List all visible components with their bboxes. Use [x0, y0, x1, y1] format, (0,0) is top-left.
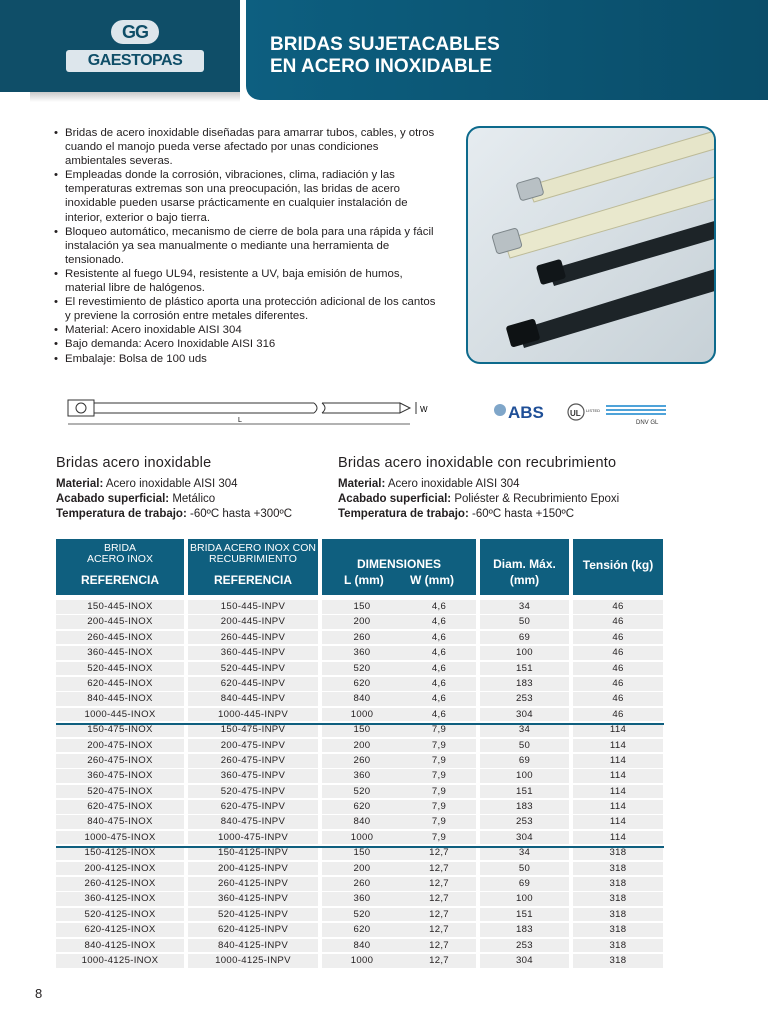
cell-width: 4,6	[402, 615, 476, 629]
cell-tension: 46	[573, 692, 663, 706]
cell-diameter: 151	[480, 785, 569, 799]
feature-item: • Bajo demanda: Acero Inoxidable AISI 316	[54, 337, 438, 351]
cell-inox-ref: 840-475-INOX	[56, 815, 184, 829]
cell-inox-ref: 150-475-INOX	[56, 723, 184, 737]
page-number: 8	[35, 986, 43, 1001]
cell-width: 7,9	[402, 815, 476, 829]
cell-width: 4,6	[402, 646, 476, 660]
cell-inox-ref: 520-475-INOX	[56, 785, 184, 799]
cell-length: 1000	[322, 831, 402, 845]
table-row	[56, 785, 664, 800]
abs-logo: ABS	[508, 403, 544, 422]
table-row	[56, 815, 664, 830]
cell-inpv-ref: 150-445-INPV	[188, 600, 318, 614]
table-row	[56, 831, 664, 846]
cell-inpv-ref: 840-445-INPV	[188, 692, 318, 706]
cell-inox-ref: 150-4125-INOX	[56, 846, 184, 860]
table-row	[56, 677, 664, 692]
cell-tension: 318	[573, 862, 663, 876]
title-line-2: EN ACERO INOXIDABLE	[270, 56, 493, 77]
cell-inpv-ref: 360-4125-INPV	[188, 892, 318, 906]
table-row	[56, 892, 664, 907]
page-header	[0, 0, 768, 100]
tension-title: Tensión (kg)	[582, 558, 654, 572]
cell-width: 7,9	[402, 800, 476, 814]
width-label: W	[420, 405, 428, 414]
feature-item: • Embalaje: Bolsa de 100 uds	[54, 352, 438, 366]
cell-length: 260	[322, 877, 402, 891]
cell-inpv-ref: 260-475-INPV	[188, 754, 318, 768]
cell-diameter: 183	[480, 800, 569, 814]
cell-diameter: 50	[480, 862, 569, 876]
abs-emblem-icon	[494, 404, 506, 416]
table-row	[56, 723, 664, 738]
cell-inox-ref: 840-445-INOX	[56, 692, 184, 706]
cell-length: 620	[322, 800, 402, 814]
cell-length: 200	[322, 862, 402, 876]
spec-label: Temperatura de trabajo:	[56, 508, 187, 520]
cell-tension: 114	[573, 785, 663, 799]
spec-label: Material:	[56, 478, 104, 490]
cell-length: 260	[322, 631, 402, 645]
cell-diameter: 151	[480, 662, 569, 676]
cell-diameter: 304	[480, 708, 569, 722]
dimensions-units	[322, 573, 476, 587]
spec-label: Material:	[338, 478, 386, 490]
cell-length: 150	[322, 846, 402, 860]
table-row	[56, 846, 664, 861]
cell-inpv-ref: 520-4125-INPV	[188, 908, 318, 922]
dim-w-label: W (mm)	[410, 573, 454, 587]
cell-inpv-ref: 1000-475-INPV	[188, 831, 318, 845]
cell-width: 7,9	[402, 754, 476, 768]
feature-list	[54, 126, 438, 366]
cell-tension: 46	[573, 662, 663, 676]
spec-value: Acero inoxidable AISI 304	[103, 478, 238, 490]
table-row	[56, 877, 664, 892]
feature-item: • Material: Acero inoxidable AISI 304	[54, 323, 438, 337]
cell-diameter: 69	[480, 754, 569, 768]
table-row	[56, 862, 664, 877]
cell-width: 12,7	[402, 892, 476, 906]
cell-inpv-ref: 260-4125-INPV	[188, 877, 318, 891]
cell-width: 12,7	[402, 939, 476, 953]
table-row	[56, 769, 664, 784]
product-photo	[466, 126, 716, 364]
cell-tension: 46	[573, 615, 663, 629]
group-divider	[56, 723, 664, 725]
cell-diameter: 50	[480, 615, 569, 629]
cell-diameter: 304	[480, 954, 569, 968]
cell-inpv-ref: 1000-445-INPV	[188, 708, 318, 722]
cell-inpv-ref: 840-475-INPV	[188, 815, 318, 829]
cell-length: 840	[322, 815, 402, 829]
cell-diameter: 253	[480, 815, 569, 829]
spec-label: Acabado superficial:	[56, 493, 170, 505]
table-row	[56, 600, 664, 615]
header-col-tension	[573, 539, 663, 595]
cell-length: 520	[322, 908, 402, 922]
cell-tension: 318	[573, 954, 663, 968]
cell-tension: 318	[573, 877, 663, 891]
cell-tension: 114	[573, 831, 663, 845]
diameter-title: Diam. Máx.	[493, 557, 556, 571]
dnv-logo: DNV GL	[636, 420, 659, 426]
cell-width: 4,6	[402, 631, 476, 645]
cell-width: 12,7	[402, 923, 476, 937]
cell-length: 360	[322, 769, 402, 783]
cell-width: 4,6	[402, 677, 476, 691]
cell-inpv-ref: 520-475-INPV	[188, 785, 318, 799]
table-row	[56, 908, 664, 923]
table-row	[56, 754, 664, 769]
right-spec-heading: Bridas acero inoxidable con recubrimiento	[338, 455, 617, 471]
cell-inpv-ref: 1000-4125-INPV	[188, 954, 318, 968]
cell-tension: 114	[573, 769, 663, 783]
cell-width: 12,7	[402, 877, 476, 891]
certifications	[490, 398, 670, 426]
col1-title-1: BRIDA	[103, 542, 137, 554]
cell-length: 1000	[322, 954, 402, 968]
cell-diameter: 50	[480, 739, 569, 753]
table-row	[56, 708, 664, 723]
right-spec-block	[338, 477, 668, 522]
ul-mark: UL	[570, 409, 581, 418]
cell-inox-ref: 360-445-INOX	[56, 646, 184, 660]
cell-inox-ref: 620-445-INOX	[56, 677, 184, 691]
length-label: L	[238, 417, 242, 424]
cell-diameter: 100	[480, 646, 569, 660]
cell-inox-ref: 260-4125-INOX	[56, 877, 184, 891]
cell-tension: 318	[573, 923, 663, 937]
cell-tension: 46	[573, 677, 663, 691]
cell-diameter: 100	[480, 769, 569, 783]
cell-tension: 114	[573, 739, 663, 753]
cell-width: 12,7	[402, 954, 476, 968]
cell-inpv-ref: 620-445-INPV	[188, 677, 318, 691]
cell-length: 520	[322, 785, 402, 799]
cell-diameter: 304	[480, 831, 569, 845]
cell-inox-ref: 620-4125-INOX	[56, 923, 184, 937]
cell-tension: 318	[573, 939, 663, 953]
cell-inpv-ref: 620-4125-INPV	[188, 923, 318, 937]
cell-inpv-ref: 150-4125-INPV	[188, 846, 318, 860]
header-col-diameter	[480, 539, 569, 595]
cell-inox-ref: 620-475-INOX	[56, 800, 184, 814]
cell-diameter: 253	[480, 939, 569, 953]
cell-width: 7,9	[402, 769, 476, 783]
title-line-1: BRIDAS SUJETACABLES	[270, 34, 500, 55]
col1-title-2: ACERO INOX	[87, 553, 153, 565]
cell-width: 4,6	[402, 600, 476, 614]
cell-length: 1000	[322, 708, 402, 722]
spec-label: Acabado superficial:	[338, 493, 452, 505]
cell-length: 200	[322, 739, 402, 753]
cell-tension: 46	[573, 708, 663, 722]
feature-item: • Empleadas donde la corrosión, vibraciones, clima, radiación y las temperaturas extremas son una preocupación, las bridas de acero inoxidable pueden usarse prácticamente en cualquier instalación de interior, exterior o bajo tierra.	[54, 168, 438, 224]
cell-length: 360	[322, 646, 402, 660]
col2-title-1: BRIDA ACERO INOX CON	[189, 542, 317, 554]
table-row	[56, 615, 664, 630]
table-row	[56, 800, 664, 815]
cell-width: 7,9	[402, 739, 476, 753]
col2-reference: REFERENCIA	[213, 573, 292, 587]
table-row	[56, 662, 664, 677]
logo-initials: GG	[111, 20, 159, 44]
col1-reference: REFERENCIA	[80, 573, 159, 587]
cell-inpv-ref: 520-445-INPV	[188, 662, 318, 676]
cable-ties-illustration	[468, 128, 716, 364]
cell-inox-ref: 150-445-INOX	[56, 600, 184, 614]
cell-inox-ref: 200-475-INOX	[56, 739, 184, 753]
cell-inpv-ref: 360-475-INPV	[188, 769, 318, 783]
cell-inpv-ref: 840-4125-INPV	[188, 939, 318, 953]
cell-tension: 46	[573, 600, 663, 614]
cell-diameter: 151	[480, 908, 569, 922]
cell-length: 840	[322, 939, 402, 953]
cell-diameter: 69	[480, 877, 569, 891]
dimensions-title: DIMENSIONES	[356, 557, 441, 571]
cell-tension: 114	[573, 815, 663, 829]
cell-length: 840	[322, 692, 402, 706]
cell-inox-ref: 520-445-INOX	[56, 662, 184, 676]
cell-length: 620	[322, 677, 402, 691]
cell-inox-ref: 260-475-INOX	[56, 754, 184, 768]
diameter-unit: (mm)	[509, 573, 540, 587]
cell-inpv-ref: 200-475-INPV	[188, 739, 318, 753]
left-spec-block	[56, 477, 326, 522]
cell-width: 12,7	[402, 862, 476, 876]
cell-inox-ref: 840-4125-INOX	[56, 939, 184, 953]
cell-length: 260	[322, 754, 402, 768]
col2-title-2: RECUBRIMIENTO	[209, 553, 297, 565]
cell-width: 7,9	[402, 831, 476, 845]
cell-width: 12,7	[402, 846, 476, 860]
cell-width: 7,9	[402, 723, 476, 737]
gaestopas-logo	[66, 20, 206, 76]
feature-item: • Bloqueo automático, mecanismo de cierre de bola para una rápida y fácil instalación ya sea manualmente o mediante una herramienta de tensionado.	[54, 225, 438, 267]
cell-inox-ref: 360-4125-INOX	[56, 892, 184, 906]
header-col-inpv	[188, 539, 318, 595]
cell-diameter: 100	[480, 892, 569, 906]
header-shadow	[30, 92, 240, 102]
feature-item: • Bridas de acero inoxidable diseñadas para amarrar tubos, cables, y otros cuando el manojo pueda verse afectado por unas condiciones ambientales severas.	[54, 126, 438, 168]
cell-inpv-ref: 620-475-INPV	[188, 800, 318, 814]
header-col-dimensions	[322, 539, 476, 595]
cell-length: 200	[322, 615, 402, 629]
cell-diameter: 69	[480, 631, 569, 645]
cell-diameter: 183	[480, 923, 569, 937]
cell-width: 4,6	[402, 662, 476, 676]
cell-tension: 318	[573, 892, 663, 906]
cell-inox-ref: 200-4125-INOX	[56, 862, 184, 876]
cell-length: 150	[322, 723, 402, 737]
reference-table-body	[56, 600, 664, 969]
cell-width: 7,9	[402, 785, 476, 799]
tie-dimension-drawing	[64, 392, 444, 432]
cell-inox-ref: 1000-475-INOX	[56, 831, 184, 845]
left-spec-heading: Bridas acero inoxidable	[56, 455, 212, 471]
table-row	[56, 923, 664, 938]
cell-diameter: 34	[480, 846, 569, 860]
cell-inox-ref: 360-475-INOX	[56, 769, 184, 783]
cell-inpv-ref: 260-445-INPV	[188, 631, 318, 645]
cell-diameter: 34	[480, 600, 569, 614]
cell-width: 4,6	[402, 692, 476, 706]
header-col-inox	[56, 539, 184, 595]
cell-length: 620	[322, 923, 402, 937]
cell-tension: 46	[573, 631, 663, 645]
cell-inox-ref: 1000-4125-INOX	[56, 954, 184, 968]
feature-item: • El revestimiento de plástico aporta una protección adicional de los cantos y previene la corrosión entre metales diferentes.	[54, 295, 438, 323]
table-row	[56, 954, 664, 969]
group-divider	[56, 846, 664, 848]
cell-diameter: 34	[480, 723, 569, 737]
cell-width: 12,7	[402, 908, 476, 922]
cell-inox-ref: 260-445-INOX	[56, 631, 184, 645]
spec-value: -60ºC hasta +150ºC	[468, 508, 575, 520]
spec-value: Poliéster & Recubrimiento Epoxi	[451, 493, 620, 505]
cell-tension: 114	[573, 754, 663, 768]
cell-length: 520	[322, 662, 402, 676]
spec-value: Acero inoxidable AISI 304	[385, 478, 520, 490]
dim-l-label: L (mm)	[344, 573, 384, 587]
feature-item: • Resistente al fuego UL94, resistente a UV, baja emisión de humos, material libre de halógenos.	[54, 267, 438, 295]
table-row	[56, 739, 664, 754]
cell-length: 150	[322, 600, 402, 614]
cell-diameter: 253	[480, 692, 569, 706]
cell-inpv-ref: 200-4125-INPV	[188, 862, 318, 876]
cell-length: 360	[322, 892, 402, 906]
cell-inox-ref: 520-4125-INOX	[56, 908, 184, 922]
spec-value: -60ºC hasta +300ºC	[186, 508, 293, 520]
cell-tension: 114	[573, 800, 663, 814]
logo-name: GAESTOPAS	[66, 50, 204, 72]
spec-label: Temperatura de trabajo:	[338, 508, 469, 520]
cell-tension: 318	[573, 846, 663, 860]
cell-inpv-ref: 360-445-INPV	[188, 646, 318, 660]
cell-inox-ref: 200-445-INOX	[56, 615, 184, 629]
cell-diameter: 183	[480, 677, 569, 691]
table-row	[56, 692, 664, 707]
cell-width: 4,6	[402, 708, 476, 722]
cell-inox-ref: 1000-445-INOX	[56, 708, 184, 722]
table-row	[56, 646, 664, 661]
spec-value: Metálico	[169, 493, 216, 505]
table-row	[56, 939, 664, 954]
cell-tension: 114	[573, 723, 663, 737]
cell-tension: 318	[573, 908, 663, 922]
page-title	[270, 34, 500, 78]
cell-inpv-ref: 200-445-INPV	[188, 615, 318, 629]
ul-listed: LISTED	[586, 408, 601, 413]
table-row	[56, 631, 664, 646]
cell-tension: 46	[573, 646, 663, 660]
cell-inpv-ref: 150-475-INPV	[188, 723, 318, 737]
